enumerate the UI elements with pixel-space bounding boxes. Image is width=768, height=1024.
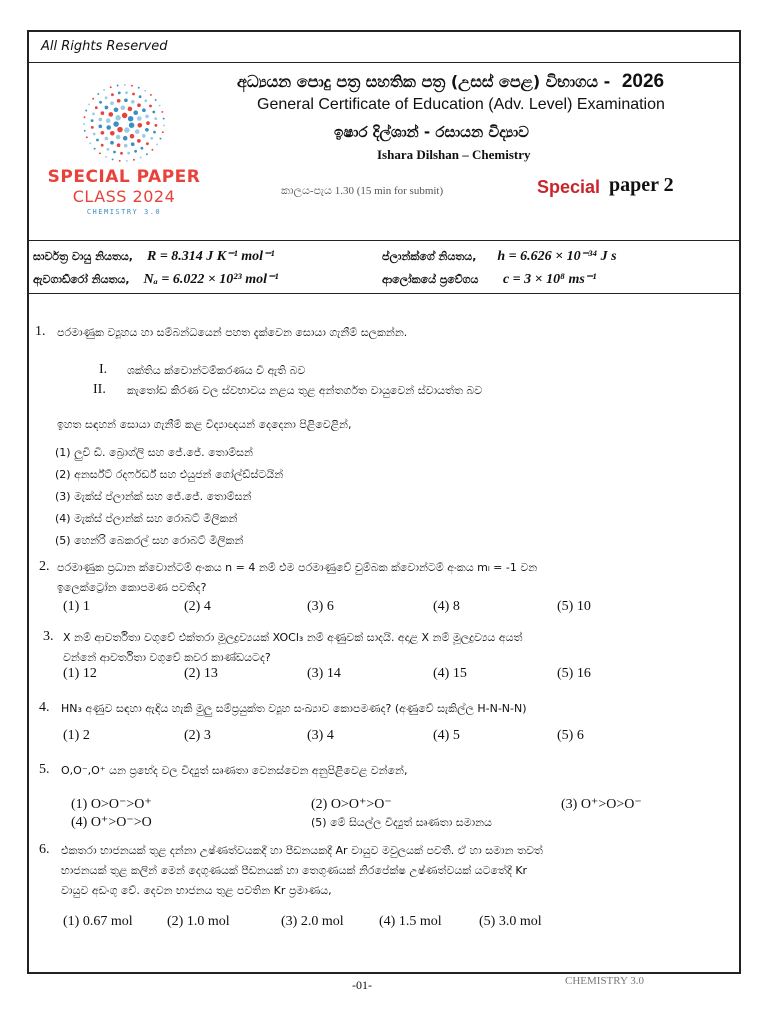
time-allowed: කාලය-පැය 1.30 (15 min for submit) (281, 185, 444, 197)
logo-dot (156, 144, 158, 146)
logo-dot (110, 86, 112, 88)
logo-dot (111, 93, 114, 96)
logo-dot (112, 158, 114, 160)
logo-dot (98, 118, 102, 122)
logo-dot (128, 116, 134, 122)
logo-dot (121, 106, 126, 111)
logo-dot (117, 85, 119, 87)
logo-dot (152, 111, 155, 114)
q1-option-5[interactable]: (5) හෙන්රි බෙකරල් සහ රොබට් මිලිකන් (55, 534, 244, 547)
logo-dot (95, 106, 98, 109)
q1-option-4[interactable]: (4) මැක්ස් ප්ලාන්ක් සහ රොබට් මිලිකන් (55, 512, 238, 525)
logo-dot (137, 139, 141, 143)
q2-option-2[interactable]: (2) 4 (184, 599, 211, 614)
logo-dot (151, 149, 153, 151)
logo-dot (117, 127, 123, 133)
q1-option-3[interactable]: (3) මැක්ස් ප්ලාන්ක් සහ ජේ.ජේ. තොම්සන් (55, 490, 252, 503)
logo-dot (142, 108, 146, 112)
logo-dot (137, 103, 141, 107)
logo-dot (160, 138, 162, 140)
q3-line2: වන්නේ ආවර්තිතා වගුවේ කවර කාණ්ඩයටද? (63, 651, 271, 664)
logo-dot (155, 124, 158, 127)
logo-dot (135, 129, 140, 134)
logo-dot (99, 101, 102, 104)
q3-option-4[interactable]: (4) 15 (433, 666, 467, 681)
logo-dot (132, 93, 135, 96)
q4-option-3[interactable]: (3) 4 (307, 728, 334, 743)
q2-option-5[interactable]: (5) 10 (557, 599, 591, 614)
logo-dot (130, 134, 135, 139)
logo-dot (131, 142, 135, 146)
logo-dot (139, 95, 142, 98)
page-number: -01- (352, 978, 372, 992)
q1-option-1[interactable]: (1) ලුවි ඩි. බ්‍රොග්ලි සහ ජේ.ජේ. තොම්සන් (55, 446, 253, 459)
logo-dot (154, 117, 157, 120)
logo-dot (161, 111, 163, 113)
q6-option-5[interactable]: (5) 3.0 mol (479, 914, 542, 929)
logo-dot (105, 96, 108, 99)
logo-dot (89, 142, 91, 144)
logo-dot (155, 99, 157, 101)
logo-dot (101, 111, 105, 115)
paper-header (29, 63, 739, 241)
logo-dot (99, 152, 101, 154)
logo-dot (138, 123, 143, 128)
q1-number: 1. (35, 324, 46, 339)
logo-dot (91, 126, 94, 129)
q6-number: 6. (39, 842, 50, 857)
logo-dot (106, 118, 111, 123)
logo-dot (126, 160, 128, 162)
logo-dot (145, 114, 149, 118)
logo-dot (110, 101, 114, 105)
logo-dot (93, 133, 96, 136)
q3-option-1[interactable]: (1) 12 (63, 666, 97, 681)
logo-dot (153, 131, 156, 134)
q4-line1: HN₃ අණුව සඳහා ඇඳිය හැකි මුලු සම්ප්‍රයුක්ත ව්‍යූහ සංඛ්‍යාව කොපමණද? (අණුවේ සැකිල්ල H-N-N-N) (61, 702, 527, 715)
q5-number: 5. (39, 762, 50, 777)
logo-dot (133, 110, 138, 115)
q6-option-1[interactable]: (1) 0.67 mol (63, 914, 133, 929)
logo-dot (86, 136, 88, 138)
logo-dot (92, 113, 95, 116)
logo-dot (92, 98, 94, 100)
q1-stem: පරමාණුක ව්‍යූහය හා සම්බන්ධයෙන් පහත දැක්වෙන සොයා ගැනීම් සලකන්න. (57, 326, 408, 339)
logo-line3: CHEMISTRY 3.0 (86, 208, 162, 216)
teacher-sinhala: ඉෂාර දිල්ශාන් - රසායන විද්‍යාව (334, 123, 529, 141)
logo-dot (125, 91, 128, 94)
logo-dot (113, 151, 116, 154)
q1-item-2: කැතෝඩ කිරණ වල ස්වභාවය නළය තුළ අන්තර්ගත වායුවෙන් ස්වායත්ත බව (127, 384, 483, 397)
q4-option-4[interactable]: (4) 5 (433, 728, 460, 743)
logo-dot (101, 144, 104, 147)
q2-option-1[interactable]: (1) 1 (63, 599, 90, 614)
logo-dot (110, 141, 114, 145)
logo-dot (110, 131, 115, 136)
logo-dot (114, 108, 119, 113)
exam-title-english: General Certificate of Education (Adv. Level) Examination (257, 96, 665, 113)
logo-dot (103, 89, 105, 91)
q6-line2: භාජනයක් තුළ කලින් මෙන් දෙගුණයක් පීඩනයක් හා තෙගුණයක් නිරපේක්ෂ උෂ්ණත්වයක් යටතේදී Kr (61, 864, 528, 877)
logo-dot (85, 110, 87, 112)
q5-option-5[interactable]: (5) මේ සියල්ල විද්‍යුත් සෘණතා සමානය (311, 816, 492, 829)
logo-dot (146, 121, 150, 125)
logo-dot (129, 122, 135, 128)
q1-item-1: ශක්තිය ක්වොන්ටම්කරණය වී ඇති බව (127, 364, 306, 377)
q2-option-3[interactable]: (3) 6 (307, 599, 334, 614)
logo-line2: CLASS 2024 (72, 187, 176, 206)
exam-title-sinhala: අධ්‍යයන පොදු පත්‍ර සහතික පත්‍ර (උසස් පෙළ) විභාගය - 2026 (237, 71, 665, 92)
q1-item-2-num: II. (93, 382, 106, 397)
logo-dot (119, 160, 121, 162)
exam-year: 2026 (621, 71, 665, 92)
q3-number: 3. (43, 629, 54, 644)
paper-frame (27, 30, 741, 974)
logo-dot (162, 131, 164, 133)
logo-dot (133, 159, 135, 161)
paper-label: paper 2 (609, 174, 674, 196)
logo-dot (115, 115, 121, 121)
logo-dot (124, 98, 128, 102)
q2-number: 2. (39, 559, 50, 574)
q6-line1: එකතරා භාජනයක් තුළ දන්නා උෂ්ණත්වයකදී හා පීඩනයකදී Ar වායුව මවුලයක් පවතී. ඒ හා සමාන තවත් (61, 844, 543, 857)
logo-dot (117, 99, 121, 103)
logo-dot (98, 124, 102, 128)
q6-option-3[interactable]: (3) 2.0 mol (281, 914, 344, 929)
q5-option-3[interactable]: (3) O⁺>O>O⁻ (561, 797, 642, 812)
footer-brand: CHEMISTRY 3.0 (565, 975, 645, 987)
logo-dot (83, 123, 85, 125)
logo-dot (150, 94, 152, 96)
logo-dot (146, 153, 148, 155)
logo-dot (124, 84, 126, 86)
logo-dot (150, 137, 153, 140)
logo-dot (88, 103, 90, 105)
rights-bar (29, 32, 739, 63)
constant-avogadro: ඇවගාඩ්රෝ නියතය, Nₐ = 6.022 × 10²³ mol⁻¹ (33, 272, 279, 287)
constant-light-speed: ආලෝකයේ ප්‍රවේගය c = 3 × 10⁸ ms⁻¹ (382, 272, 597, 287)
logo-dot (116, 135, 121, 140)
special-paper-logo (33, 77, 215, 227)
logo-dot (101, 131, 105, 135)
q3-option-2[interactable]: (2) 13 (184, 666, 218, 681)
rights-text: All Rights Reserved (41, 39, 168, 54)
q2-line2: ඉලෙක්ට්‍රෝන කොපමණ පවතිද? (57, 581, 207, 594)
q3-option-3[interactable]: (3) 14 (307, 666, 341, 681)
teacher-english: Ishara Dilshan – Chemistry (377, 147, 531, 162)
q2-line1: පරමාණුක ප්‍රධාන ක්වොන්ටම් අංකය n = 4 නම් එම පරමාණුවේ චුම්බක ක්වොන්ටම් අංකය mₗ = -1 වන (57, 561, 538, 574)
q2-option-4[interactable]: (4) 8 (433, 599, 460, 614)
logo-dot (163, 124, 165, 126)
q1-option-2[interactable]: (2) අනර්ස්ට් රදර්ෆර්ඩ් සහ එයුජන් ගෝල්ඩ්ස්ටයින් (55, 468, 284, 481)
logo-dot (144, 99, 147, 102)
logo-dot (141, 147, 144, 150)
logo-dot (140, 157, 142, 159)
logo-dot (105, 137, 109, 141)
q5-option-1[interactable]: (1) O>O⁻>O⁺ (71, 797, 152, 812)
logo-dot (122, 113, 128, 119)
constant-gas: සාර්වත්‍ර වායු නියතය, R = 8.314 J K⁻¹ mol⁻¹ (33, 249, 275, 264)
dot-globe-icon (33, 77, 215, 167)
constant-planck: ප්ලාන්ක්ගේ නියතය, h = 6.626 × 10⁻³⁴ J s (382, 249, 617, 264)
q4-option-5[interactable]: (5) 6 (557, 728, 584, 743)
q6-line3: වායුව අඩංගු වේ. දෙවන භාජනය තුළ පවතින Kr ප්‍රමාණය, (61, 884, 332, 897)
special-label: Special (537, 177, 601, 197)
q6-option-2[interactable]: (2) 1.0 mol (167, 914, 230, 929)
logo-dot (123, 136, 128, 141)
logo-dot (91, 119, 94, 122)
logo-dot (109, 112, 114, 117)
q1-item-1-num: I. (99, 362, 108, 377)
logo-dot (105, 106, 109, 110)
logo-dot (118, 92, 121, 95)
logo-dot (106, 125, 111, 130)
logo-dot (124, 144, 128, 148)
logo-dot (142, 134, 146, 138)
logo-dot (163, 118, 165, 120)
logo-dot (113, 121, 119, 127)
q4-option-1[interactable]: (1) 2 (63, 728, 90, 743)
q3-line1: X නම් ආවර්තිතා වගුවේ එක්තරා මූලද්‍රව්‍යයක් XOCl₃ නම් අණුවක් සාදයි. අදාළ X නම් මූලද්‍රව්‍යය අයත් (63, 631, 523, 644)
q6-option-4[interactable]: (4) 1.5 mol (379, 914, 442, 929)
q5-option-4[interactable]: (4) O⁺>O⁻>O (71, 815, 152, 830)
logo-dot (84, 116, 86, 118)
q3-option-5[interactable]: (5) 16 (557, 666, 591, 681)
logo-dot (97, 93, 99, 95)
logo-dot (94, 148, 96, 150)
logo-dot (137, 116, 142, 121)
logo-dot (138, 87, 140, 89)
logo-dot (145, 128, 149, 132)
logo-dot (105, 156, 107, 158)
logo-line1: SPECIAL PAPER (47, 167, 201, 187)
logo-dot (146, 142, 149, 145)
q1-prompt: ඉහත සඳහන් සොයා ගැනීම් කළ විද්‍යාඥයන් දෙදෙනා පිළිවෙළින්, (57, 418, 352, 431)
logo-dot (96, 139, 99, 142)
logo-dot (131, 85, 133, 87)
logo-dot (144, 90, 146, 92)
logo-dot (127, 152, 130, 155)
q5-option-2[interactable]: (2) O>O⁺>O⁻ (311, 797, 392, 812)
logo-dot (107, 148, 110, 151)
logo-dot (120, 152, 123, 155)
logo-dot (159, 105, 161, 107)
q4-option-2[interactable]: (2) 3 (184, 728, 211, 743)
logo-dot (149, 105, 152, 108)
logo-dot (84, 130, 86, 132)
constants-panel (29, 241, 739, 294)
logo-dot (128, 107, 133, 112)
q5-line1: O,O⁻,O⁺ යන ප්‍රභේද වල විද්‍යුත් සෘණතා වෙනස්වෙන අනුපිළිවෙළ වන්නේ, (61, 764, 408, 777)
logo-dot (131, 100, 135, 104)
logo-dot (124, 127, 129, 133)
logo-dot (134, 150, 137, 153)
logo-dot (117, 143, 121, 147)
q4-number: 4. (39, 700, 50, 715)
